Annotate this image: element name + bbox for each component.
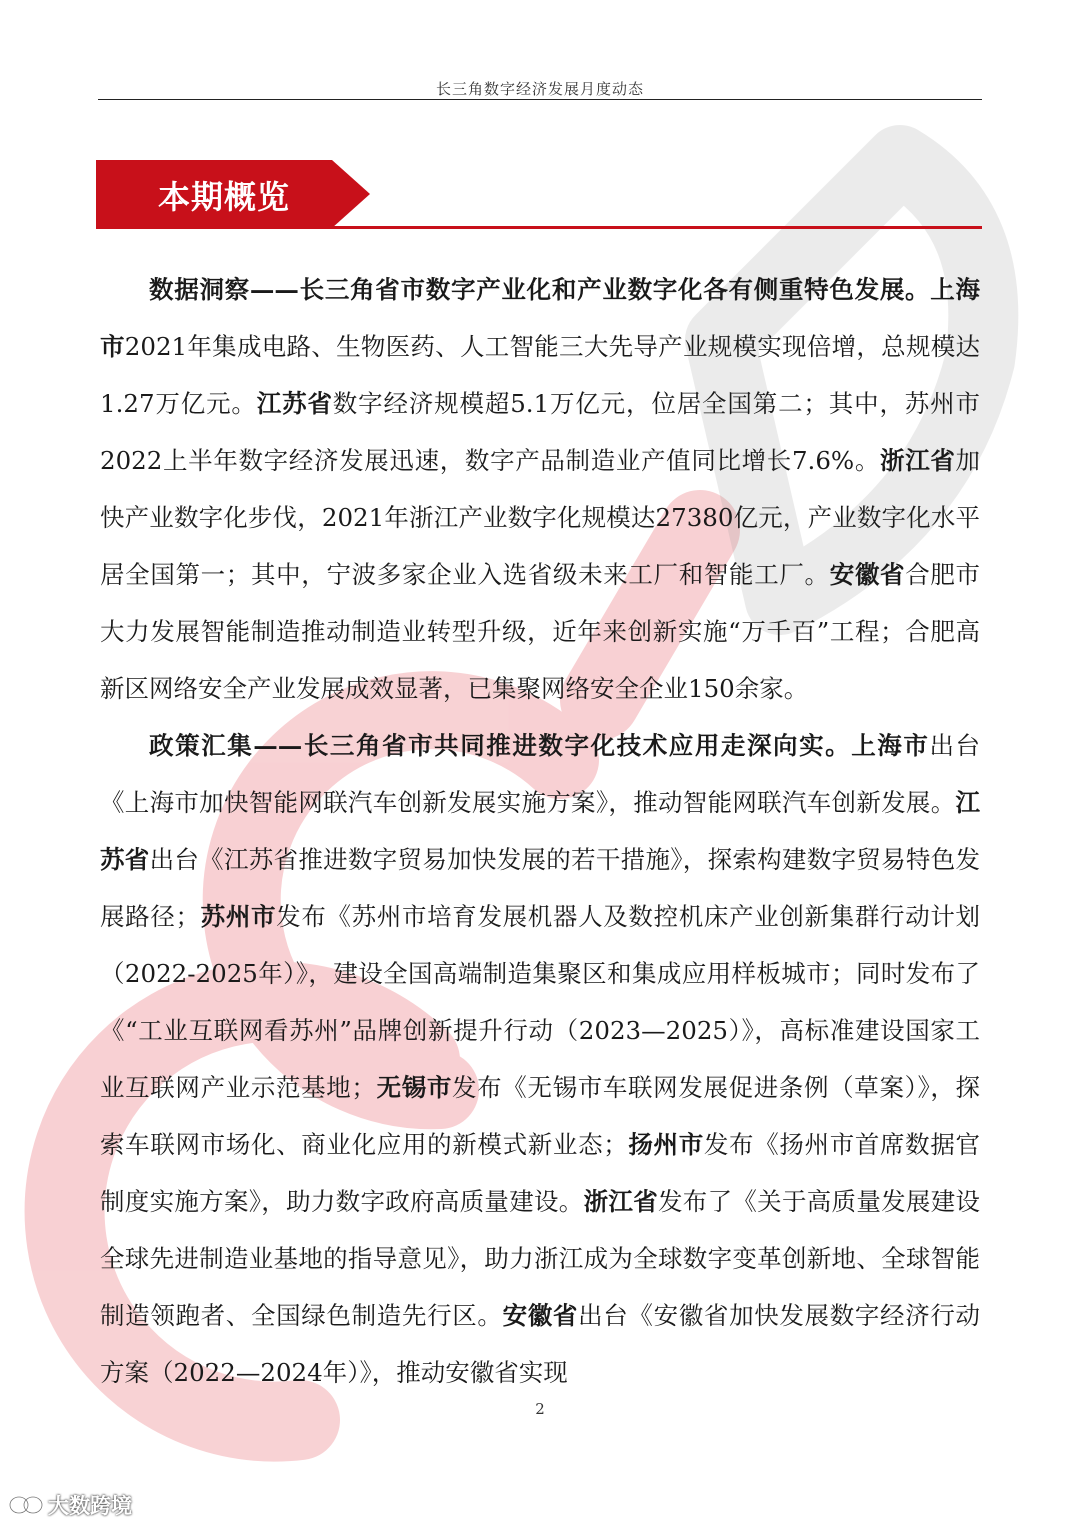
region-text-jiangsu: 出台《江苏省推进数字贸易加快发展的若干措施》，探索构建数字贸易特色发展路径； — [100, 845, 981, 931]
section-title: 本期概览 — [158, 178, 291, 216]
header-rule — [98, 99, 982, 100]
region-label-zhejiang: 浙江省 — [583, 1187, 658, 1216]
region-label-jiangsu: 江苏省 — [256, 389, 333, 418]
section-banner — [96, 160, 370, 228]
paragraph-lead: 数据洞察——长三角省市数字产业化和产业数字化各有侧重特色发展。 — [149, 275, 931, 304]
region-text-zhejiang: 发布了《关于高质量发展建设全球先进制造业基地的指导意见》，助力浙江成为全球数字变革创新地、全球智能制造领跑者、全国绿色制造先行区。 — [100, 1187, 981, 1330]
brand-logo-icon — [8, 1494, 44, 1516]
region-label-suzhou: 苏州市 — [200, 902, 277, 931]
region-text-zhejiang: 加快产业数字化步伐，2021年浙江产业数字化规模达27380亿元，产业数字化水平居全国第一；其中，宁波多家企业入选省级未来工厂和智能工厂。 — [100, 446, 981, 589]
body-text — [100, 261, 980, 1401]
region-text-anhui: 合肥市大力发展智能制造推动制造业转型升级，近年来创新实施“万千百”工程；合肥高新区网络安全产业发展成效显著，已集聚网络安全企业150余家。 — [100, 560, 981, 703]
region-text-shanghai: 出台《上海市加快智能网联汽车创新发展实施方案》，推动智能网联汽车创新发展。 — [100, 731, 981, 817]
running-header: 长三角数字经济发展月度动态 — [435, 80, 644, 98]
region-text-jiangsu: 数字经济规模超5.1万亿元，位居全国第二；其中，苏州市2022上半年数字经济发展迅速，数字产品制造业产值同比增长7.6%。 — [100, 389, 980, 475]
region-label-anhui: 安徽省 — [829, 560, 906, 589]
banner-rule — [96, 226, 982, 229]
paragraph-data-insight — [100, 261, 980, 717]
region-label-yangzhou: 扬州市 — [627, 1130, 704, 1159]
brand-name: 大数跨境 — [48, 1494, 132, 1518]
region-label-zhejiang: 浙江省 — [880, 446, 956, 475]
region-label-wuxi: 无锡市 — [375, 1073, 453, 1102]
region-label-shanghai: 上海市 — [851, 731, 930, 760]
region-label-anhui: 安徽省 — [502, 1301, 579, 1330]
region-text-wuxi: 发布《无锡市车联网发展促进条例（草案）》，探索车联网市场化、商业化应用的新模式新业态； — [100, 1073, 981, 1159]
paragraph-policy — [100, 717, 980, 1401]
region-text-shanghai: 2021年集成电路、生物医药、人工智能三大先导产业规模实现倍增，总规模达1.27万亿元。 — [100, 332, 980, 418]
region-label-jiangsu: 江苏省 — [100, 788, 980, 874]
region-label-shanghai: 上海市 — [100, 275, 981, 361]
brand-watermark — [8, 1491, 132, 1519]
region-text-yangzhou: 发布《扬州市首席数据官制度实施方案》，助力数字政府高质量建设。 — [100, 1130, 981, 1216]
region-text-suzhou: 发布《苏州市培育发展机器人及数控机床产业创新集群行动计划（2022-2025年）》，建设全国高端制造集聚区和集成应用样板城市；同时发布了《“工业互联网看苏州”品牌创新提升行动（2023—2025）》，高标准建设国家工业互联网产业示范基地； — [100, 902, 981, 1102]
page-number: 2 — [535, 1400, 545, 1418]
paragraph-lead: 政策汇集——长三角省市共同推进数字化技术应用走深向实。 — [149, 731, 852, 760]
region-text-anhui: 出台《安徽省加快发展数字经济行动方案（2022—2024年）》，推动安徽省实现 — [100, 1301, 981, 1387]
